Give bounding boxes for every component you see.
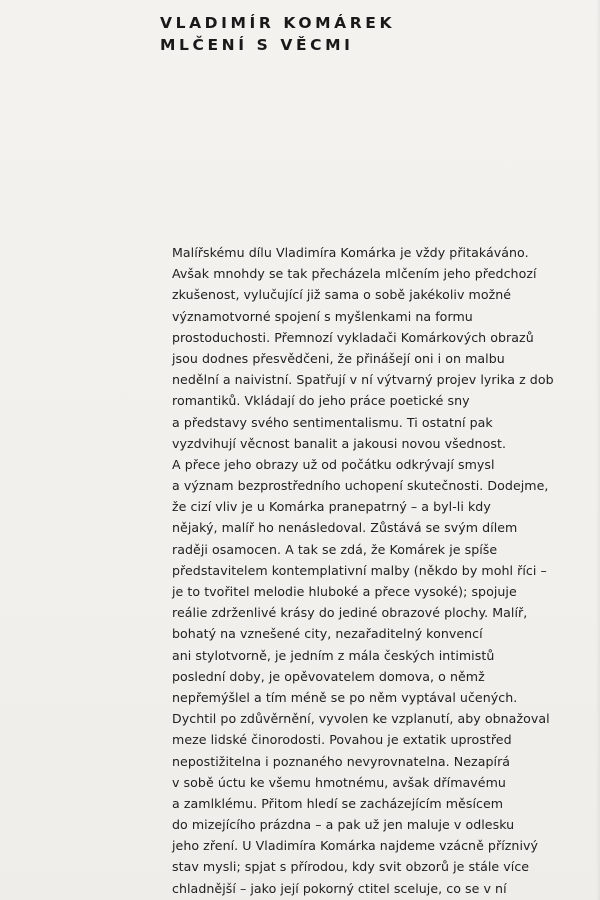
text-line: jeho zření. U Vladimíra Komárka najdeme vzácně příznivý [172,838,538,854]
text-line: nepostižitelna i poznaného nevyrovnatelna. Nezapírá [172,753,511,769]
text-line: představitelem kontemplativní malby (někdo by mohl říci – [172,562,547,578]
text-line: a představy svého sentimentalismu. Ti ostatní pak [172,414,493,430]
text-line: a význam bezprostředního uchopení skutečnosti. Dodejme, [172,478,549,494]
text-line: do mizejícího prázdna – a pak už jen maluje v odlesku [172,817,515,833]
text-line: meze lidské činorodosti. Povahou je extatik uprostřed [172,732,512,748]
text-line: Avšak mnohdy se tak přecházela mlčením jeho předchozí [172,266,537,282]
text-line: je to tvořitel melodie hluboké a přece vysoké); spojuje [172,584,517,599]
body-text [172,242,592,899]
text-line: reálie zdrženlivé krásy do jediné obrazové plochy. Malíř, [172,605,528,621]
text-line: poslední doby, je opěvovatelem domova, o němž [172,668,485,684]
text-line: prostoduchosti. Přemnozí vykladači Komárkových obrazů [172,329,534,345]
chapter-title: MLČENÍ S VĚCMI [160,36,354,54]
text-line: zkušenost, vylučující již sama o sobě jakékoliv možné [172,287,512,303]
text-line: Malířskému dílu Vladimíra Komárka je vždy přitakáváno. [172,245,529,260]
text-line: chladnější – jako její pokorný ctitel sceluje, co se v ní [172,880,507,896]
text-line: nepřemýšlel a tím méně se po něm vyptával učených. [172,689,518,705]
page-edge-shadow [596,0,600,900]
text-line: A přece jeho obrazy už od počátku odkrývají smysl [172,456,495,472]
text-line: jsou dodnes přesvědčeni, že přinášejí oni i on malbu [172,350,505,366]
text-line: ani stylotvorně, je jedním z mála českých intimistů [172,647,495,663]
text-line: významotvorné spojení s myšlenkami na formu [172,308,473,324]
text-line: v sobě úctu ke všemu hmotnému, avšak dřímavému [172,774,506,790]
text-line: bohatý na vznešené city, nezařaditelný konvencí [172,626,483,642]
chapter-header [160,12,580,56]
text-line: a zamlklému. Přitom hledí se zacházejícím měsícem [172,795,504,811]
text-line: že cizí vliv je u Komárka pranepatrný – a byl-li kdy [172,499,491,515]
text-line: romantiků. Vkládají do jeho práce poetické sny [172,393,470,409]
author-name: VLADIMÍR KOMÁREK [160,14,396,32]
text-line: nějaký, malíř ho nenásledoval. Zůstává se svým dílem [172,520,518,536]
text-line: Dychtil po zdůvěrnění, vyvolen ke vzplanutí, aby obnažoval [172,711,550,727]
text-line: nedělní a naivistní. Spatřují v ní výtvarný projev lyrika z dob [172,372,554,388]
text-line: raději osamocen. A tak se zdá, že Komárek je spíše [172,541,498,557]
text-line: stav mysli; spjat s přírodou, kdy svit obzorů je stále více [172,859,530,875]
text-line: vyzdvihují věcnost banalit a jakousi novou všednost. [172,435,506,451]
